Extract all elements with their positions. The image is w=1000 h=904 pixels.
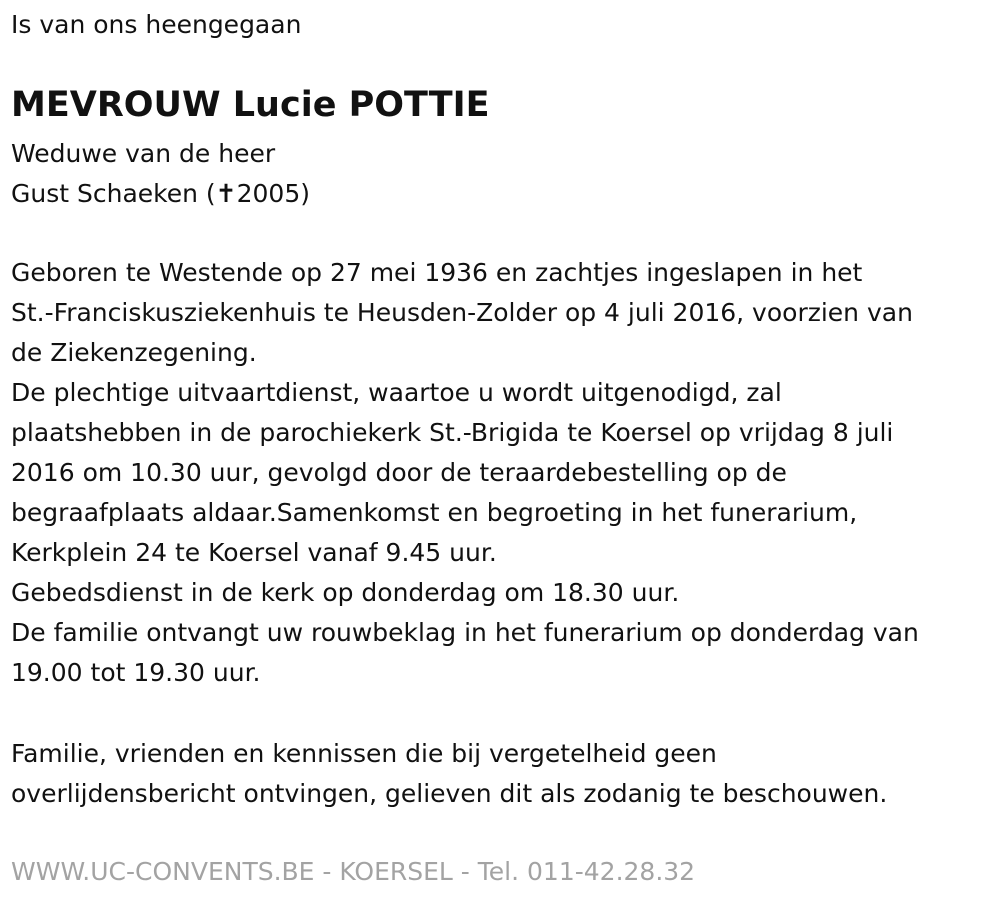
body-line: Kerkplein 24 te Koersel vanaf 9.45 uur. bbox=[11, 538, 497, 567]
spouse-line: Weduwe van de heer bbox=[11, 139, 276, 168]
body-line: plaatshebben in de parochiekerk St.-Brigida te Koersel op vrijdag 8 juli bbox=[11, 418, 894, 447]
body-line: de Ziekenzegening. bbox=[11, 338, 257, 367]
body-line: Gebedsdienst in de kerk op donderdag om 18.30 uur. bbox=[11, 578, 680, 607]
body-line: 2016 om 10.30 uur, gevolgd door de teraardebestelling op de bbox=[11, 458, 787, 487]
body-line: De familie ontvangt uw rouwbeklag in het funerarium op donderdag van bbox=[11, 618, 919, 647]
intro-text: Is van ons heengegaan bbox=[11, 10, 302, 39]
notice-body bbox=[11, 253, 919, 693]
body-line: Geboren te Westende op 27 mei 1936 en zachtjes ingeslapen in het bbox=[11, 258, 863, 287]
closing-note bbox=[11, 734, 887, 814]
body-line: St.-Franciskusziekenhuis te Heusden-Zolder op 4 juli 2016, voorzien van bbox=[11, 298, 913, 327]
body-line: begraafplaats aldaar.Samenkomst en begroeting in het funerarium, bbox=[11, 498, 858, 527]
spouse-info bbox=[11, 134, 310, 214]
body-line: 19.00 tot 19.30 uur. bbox=[11, 658, 261, 687]
closing-line: overlijdensbericht ontvingen, gelieven dit als zodanig te beschouwen. bbox=[11, 779, 888, 808]
spouse-line: Gust Schaeken (✝2005) bbox=[11, 179, 310, 208]
footer-contact: WWW.UC-CONVENTS.BE - KOERSEL - Tel. 011-42.28.32 bbox=[11, 857, 696, 886]
body-line: De plechtige uitvaartdienst, waartoe u wordt uitgenodigd, zal bbox=[11, 378, 782, 407]
closing-line: Familie, vrienden en kennissen die bij vergetelheid geen bbox=[11, 739, 717, 768]
deceased-name: MEVROUW Lucie POTTIE bbox=[11, 85, 490, 125]
